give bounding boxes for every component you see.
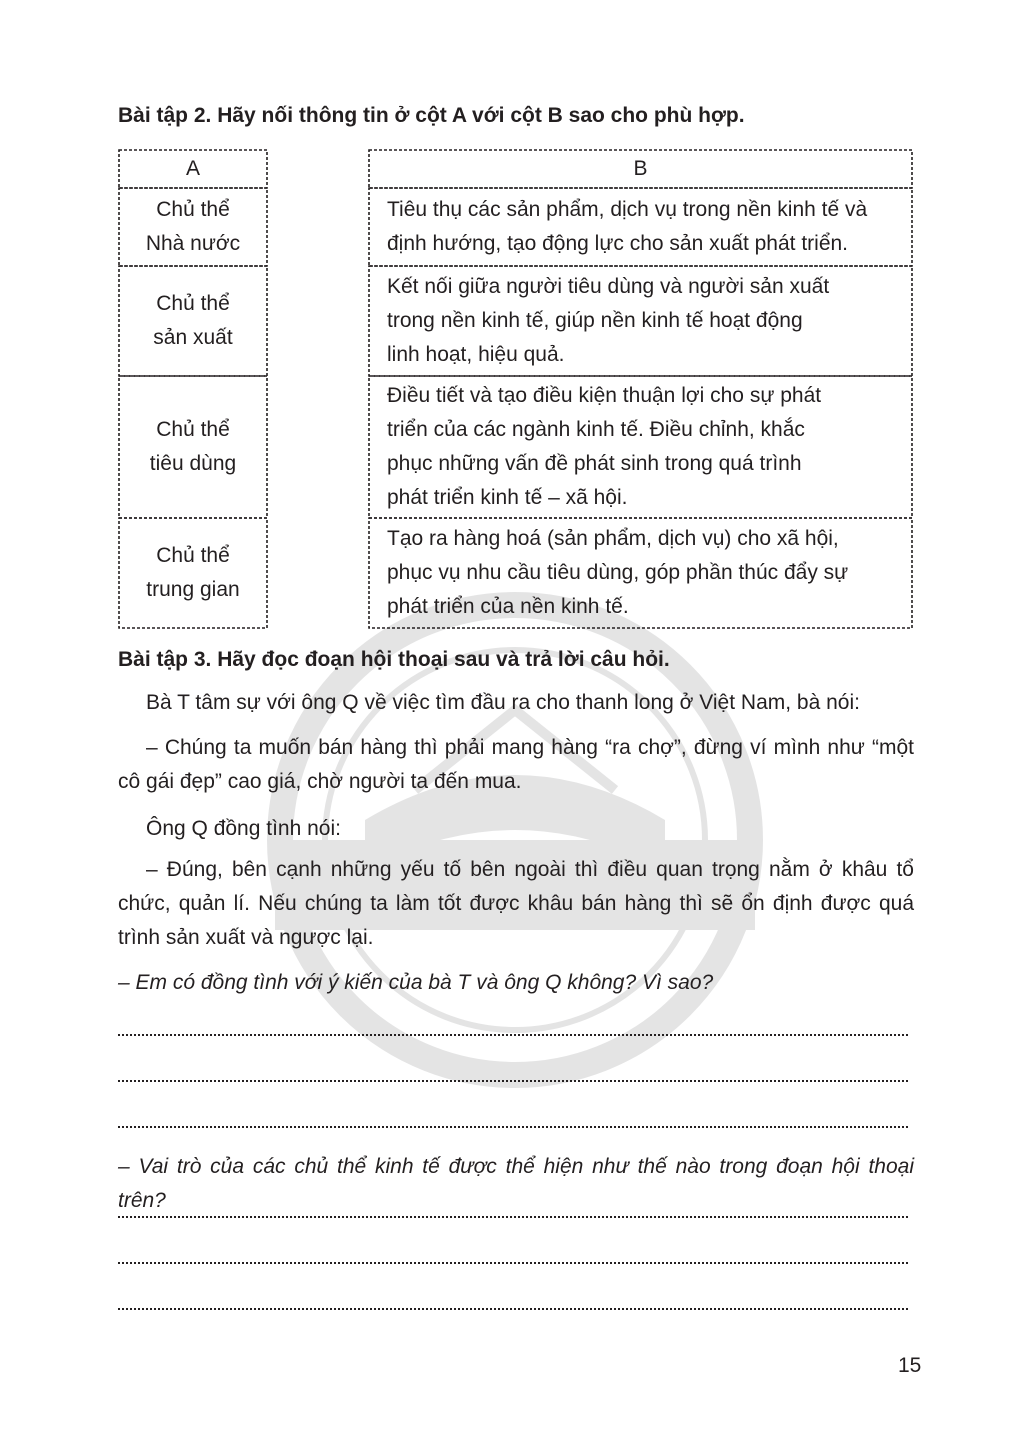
column-b-item — [369, 188, 912, 266]
column-b-header-label: B — [633, 157, 648, 180]
column-b-item — [369, 266, 912, 376]
answer-line[interactable] — [118, 1252, 908, 1264]
column-b-item-line: phát triển của nền kinh tế. — [387, 595, 629, 618]
answer-line[interactable] — [118, 1024, 908, 1036]
column-a-item-line: Chủ thể — [156, 292, 230, 315]
column-b-item-line: Điều tiết và tạo điều kiện thuận lợi cho sự phát — [387, 384, 822, 407]
column-b-item-line: phục những vấn đề phát sinh trong quá trình — [387, 452, 802, 475]
answer-line[interactable] — [118, 1070, 908, 1082]
column-b-item-line: linh hoạt, hiệu quả. — [387, 343, 565, 366]
question-2: – Vai trò của các chủ thể kinh tế được thể hiện như thế nào trong đoạn hội thoại trên? — [118, 1155, 914, 1212]
column-b-item-line: trong nền kinh tế, giúp nền kinh tế hoạt động — [387, 309, 803, 332]
dialogue-paragraph: Ông Q đồng tình nói: — [146, 817, 341, 840]
exercise-3-title: Bài tập 3. Hãy đọc đoạn hội thoại sau và trả lời câu hỏi. — [118, 648, 670, 671]
column-a-item — [119, 518, 267, 628]
column-a-item-line: Chủ thể — [156, 198, 230, 221]
dialogue-paragraph: – Chúng ta muốn bán hàng thì phải mang hàng “ra chợ”, đừng ví mình như “một cô gái đẹp” cao giá, chờ người ta đến mua. — [118, 736, 914, 793]
column-b-header — [369, 150, 912, 188]
column-b-item-line: phục vụ nhu cầu tiêu dùng, góp phần thúc đẩy sự — [387, 561, 849, 584]
column-b-item — [369, 518, 912, 628]
exercise-2-title: Bài tập 2. Hãy nối thông tin ở cột A với cột B sao cho phù hợp. — [118, 104, 745, 127]
column-b-item-line: phát triển kinh tế – xã hội. — [387, 486, 628, 509]
column-a-item-line: Chủ thể — [156, 544, 230, 567]
dialogue-paragraph: – Đúng, bên cạnh những yếu tố bên ngoài thì điều quan trọng nằm ở khâu tổ chức, quản lí. Nếu chúng ta làm tốt được khâu bán hàng thì sẽ ổn định được quá trình sản xuất và ngược lại. — [118, 858, 914, 949]
column-a-item — [119, 376, 267, 518]
column-a-item-line: Nhà nước — [145, 232, 241, 255]
column-b-item-line: Tạo ra hàng hoá (sản phẩm, dịch vụ) cho xã hội, — [387, 527, 839, 550]
dialogue-paragraph: Bà T tâm sự với ông Q về việc tìm đầu ra cho thanh long ở Việt Nam, bà nói: — [146, 691, 860, 714]
column-b-item-line: định hướng, tạo động lực cho sản xuất phát triển. — [387, 232, 849, 255]
answer-line[interactable] — [118, 1116, 908, 1128]
column-b-item-line: Kết nối giữa người tiêu dùng và người sản xuất — [387, 275, 830, 298]
column-a-item — [119, 188, 267, 266]
column-a-header-label: A — [185, 157, 200, 180]
question-1: – Em có đồng tình với ý kiến của bà T và ông Q không? Vì sao? — [118, 971, 714, 994]
column-b-item-line: triển của các ngành kinh tế. Điều chỉnh, khắc — [387, 418, 805, 441]
column-a-item-line: Chủ thể — [156, 418, 230, 441]
column-a-item — [119, 266, 267, 376]
column-b-item-line: Tiêu thụ các sản phẩm, dịch vụ trong nền kinh tế và — [387, 198, 868, 221]
column-a-item-line: trung gian — [146, 578, 240, 601]
answer-line[interactable] — [118, 1206, 908, 1218]
answer-line[interactable] — [118, 1298, 908, 1310]
column-b-item — [369, 376, 912, 518]
column-a-item-line: sản xuất — [153, 326, 233, 349]
column-a-item-line: tiêu dùng — [149, 452, 237, 475]
page-number: 15 — [898, 1354, 922, 1377]
column-a-header — [119, 150, 267, 188]
